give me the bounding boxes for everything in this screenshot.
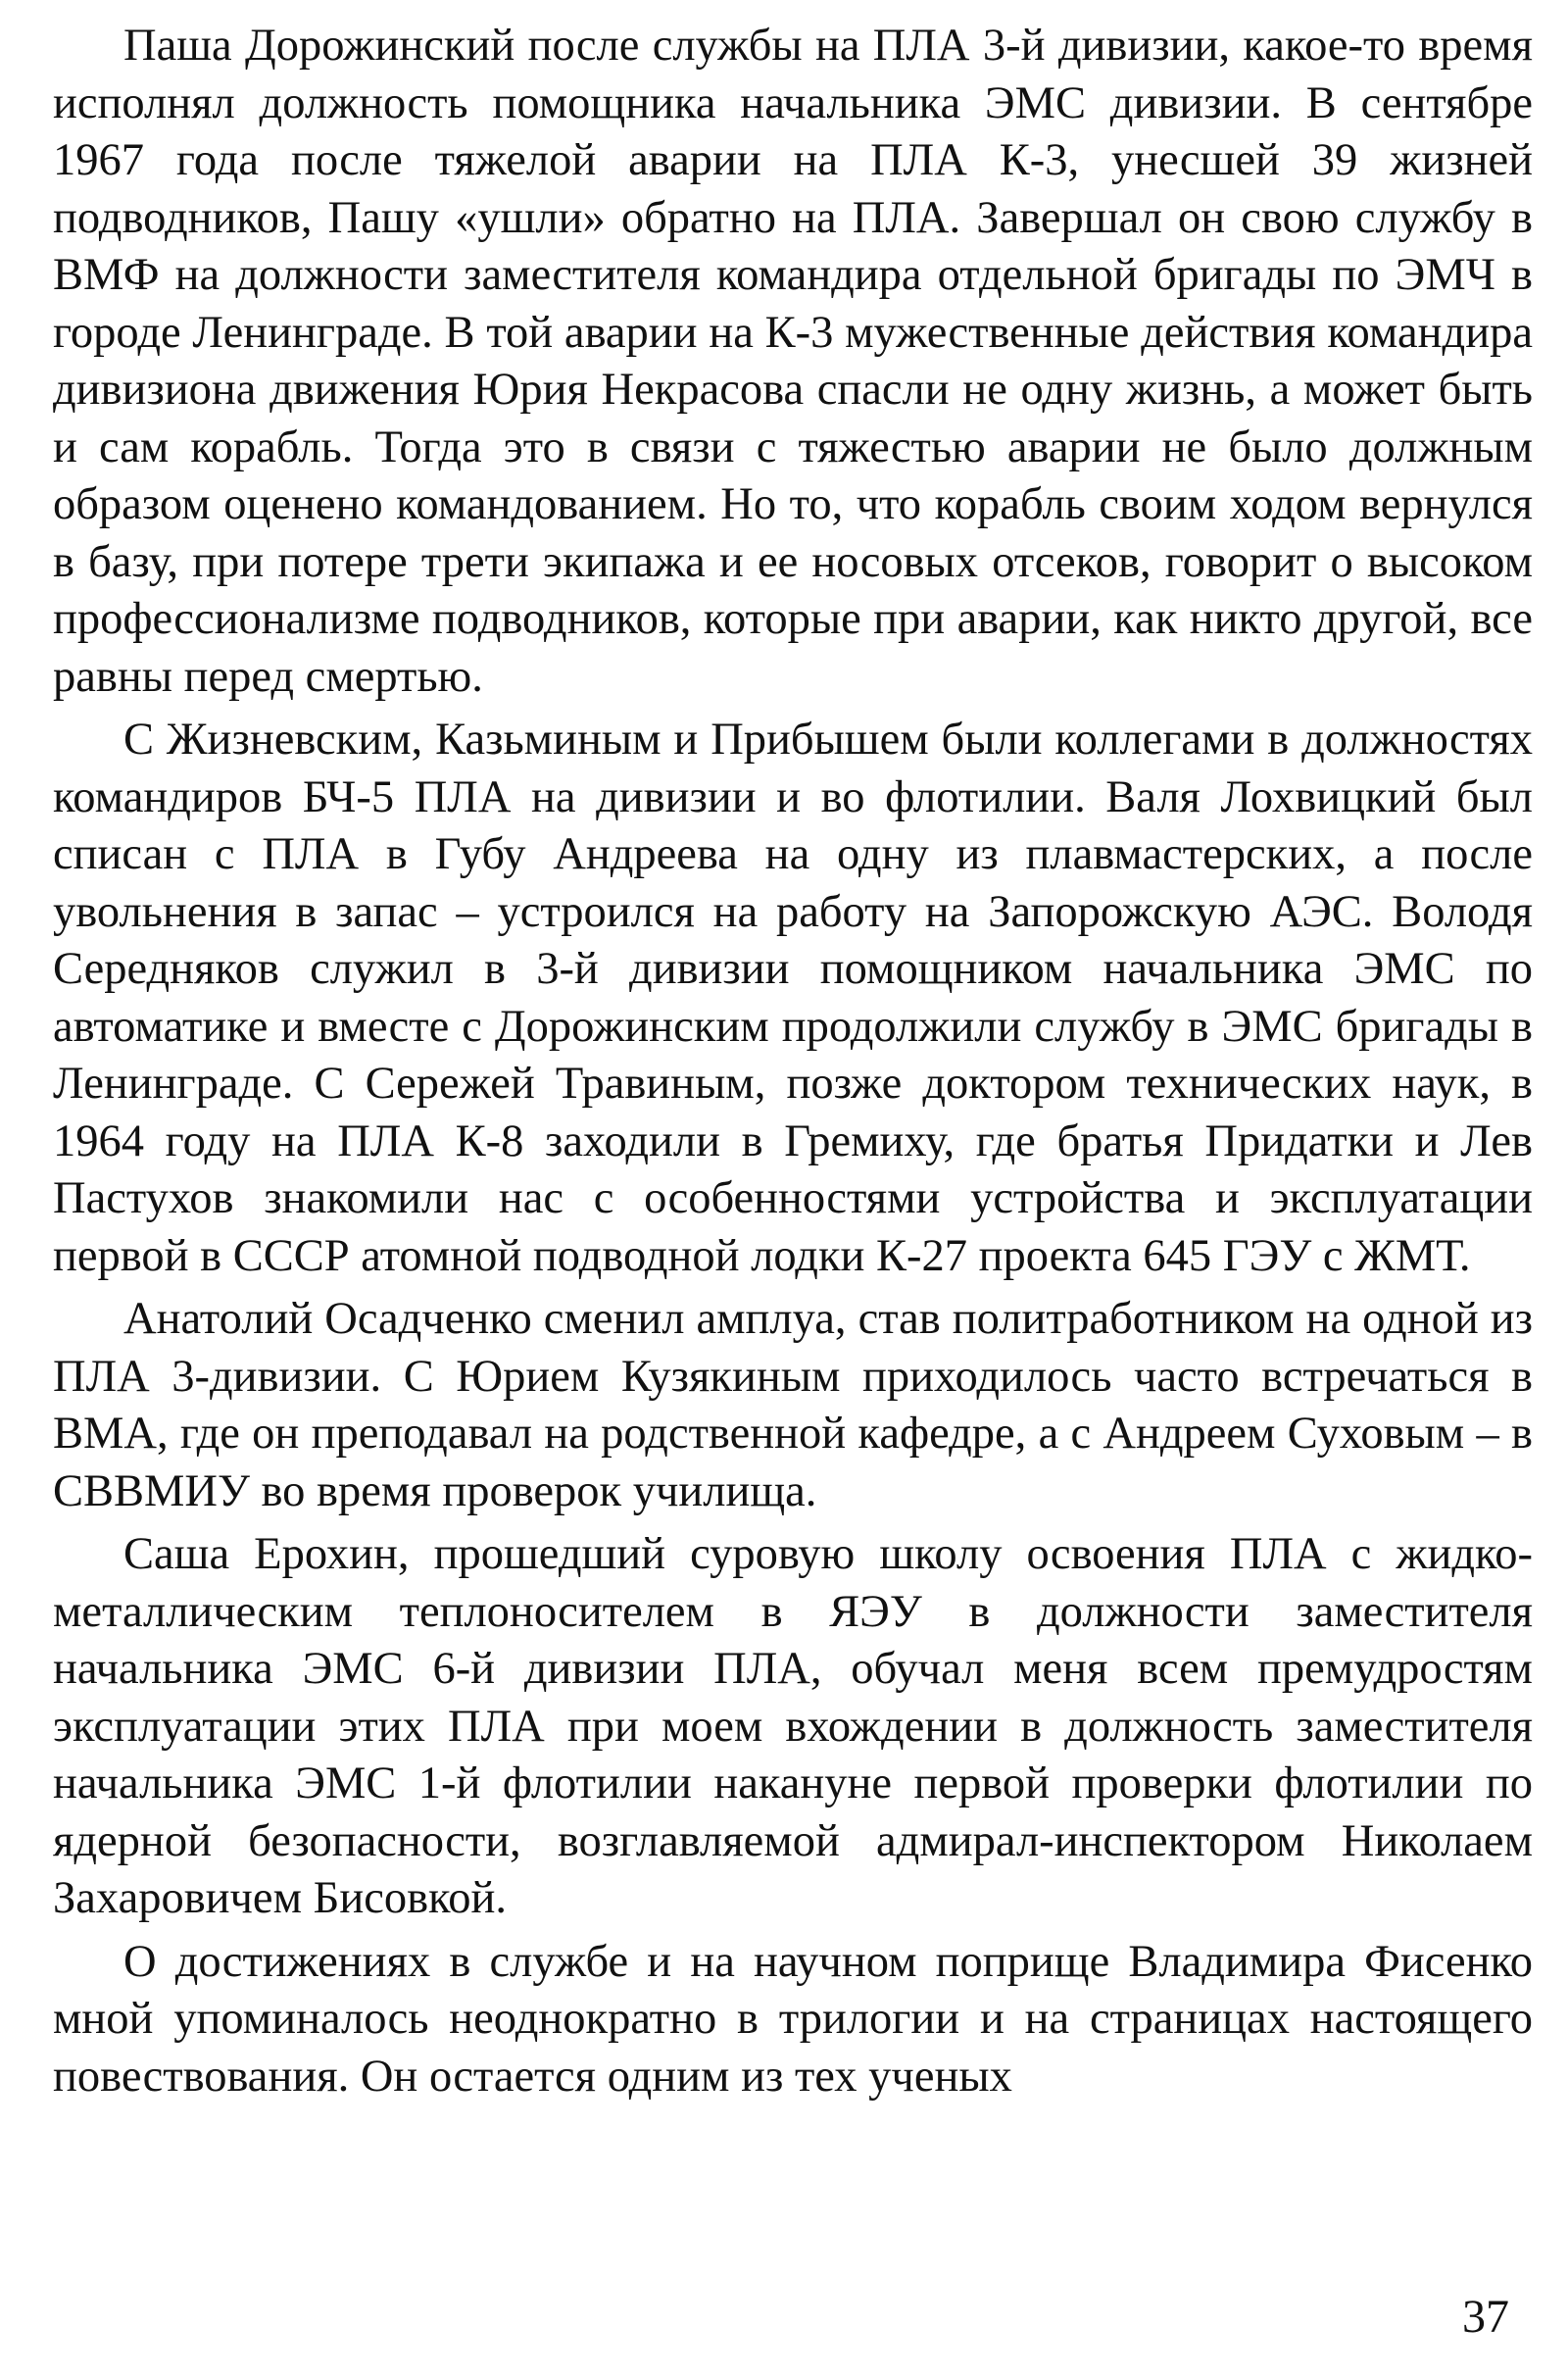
paragraph-dorozhinsky: Паша Дорожинский после службы на ПЛА 3-й дивизии, какое-то время исполнял должность помощника начальника ЭМС дивизии. В сентябре 1967 года после тяжелой аварии на ПЛА К-3, унесшей 39 жизней подводников, Пашу «ушли» обратно на ПЛА. Завершал он свою службу в ВМФ на должности заместителя командира отдельной бригады по ЭМЧ в городе Ленинграде. В той аварии на К-3 мужественные действия командира дивизиона движения Юрия Некрасова спасли не одну жизнь, а может быть и сам корабль. Тогда это в связи с тяжестью аварии не было должным образом оценено командованием. Но то, что корабль своим ходом вернулся в базу, при потере трети экипажа и ее носовых отсеков, говорит о высоком профессионализме подводников, которые при аварии, как никто другой, все равны перед смертью. — [53, 21, 1533, 702]
page-number: 37 — [1462, 2291, 1509, 2343]
paragraph-osadchenko: Анатолий Осадченко сменил амплуа, став политработником на одной из ПЛА 3-дивизии. С Юрием Кузякиным приходилось часто встречаться в ВМА, где он преподавал на родственной кафедре, а с Андреем Суховым – в СВВМИУ во время проверок училища. — [53, 1294, 1533, 1516]
paragraph-erokhin: Саша Ерохин, прошедший суровую школу освоения ПЛА с жидко-металлическим теплоносителем в ЯЭУ в должности заместителя начальника ЭМС 6-й дивизии ПЛА, обучал меня всем премудростям эксплуатации этих ПЛА при моем вхождении в должность заместителя начальника ЭМС 1-й флотилии накануне первой проверки флотилии по ядерной безопасности, возглавляемой адмирал-инспектором Николаем Захаровичем Бисовкой. — [53, 1529, 1533, 1923]
paragraph-colleagues: С Жизневским, Казьминым и Прибышем были коллегами в должностях командиров БЧ-5 ПЛА на дивизии и во флотилии. Валя Лохвицкий был списан с ПЛА в Губу Андреева на одну из плавмастерских, а после увольнения в запас – устроился на работу на Запорожскую АЭС. Володя Середняков служил в 3-й дивизии помощником начальника ЭМС по автоматике и вместе с Дорожинским продолжили службу в ЭМС бригады в Ленинграде. С Сережей Травиным, позже доктором технических наук, в 1964 году на ПЛА К-8 заходили в Гремиху, где братья Придатки и Лев Пастухов знакомили нас с особенностями устройства и эксплуатации первой в СССР атомной подводной лодки К-27 проекта 645 ГЭУ с ЖМТ. — [53, 715, 1533, 1281]
book-page — [53, 18, 1533, 2351]
body-text — [53, 18, 1533, 2105]
paragraph-fisenko: О достижениях в службе и на научном поприще Владимира Фисенко мной упоминалось неоднократно в трилогии и на страницах настоящего повествования. Он остается одним из тех ученых — [53, 1936, 1533, 2102]
